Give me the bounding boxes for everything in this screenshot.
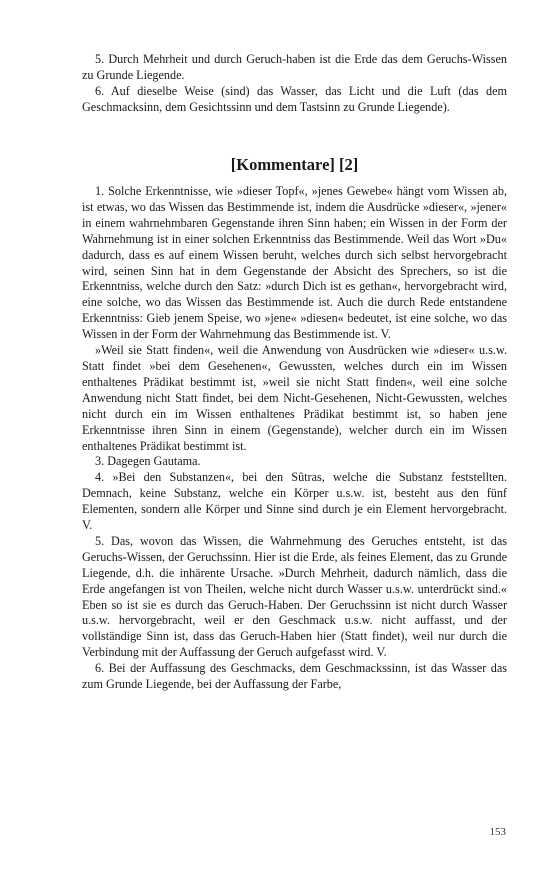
page-number: 153 xyxy=(489,826,506,838)
sutra-paragraph: 6. Auf dieselbe Weise (sind) das Wasser, das Licht und die Luft (das dem Geschmacksinn, dem Gesichtssinn und dem Tastsinn zu Grunde Liegende). xyxy=(82,83,507,114)
commentary-block xyxy=(82,184,507,693)
commentary-paragraph: »Weil sie Statt finden«, weil die Anwendung von Ausdrücken wie »dieser« u.s.w. Statt findet »bei dem Gesehenen«, Gewussten, welches durch ein im Wissen enthaltenes Prädikat bestimmt ist, »weil sie nicht Statt finden«, weil eine solche Anwendung nicht Statt findet, bei dem Nicht-Gesehenen, Nicht-Gewussten, welches nicht durch ein im Wissen enthaltenes Prädikat bestimmt ist, so haben jene Erkenntnisse ihren Sinn in einem (Gegenstande), welcher durch ein im Wissen enthaltenes Prädikat bestimmt ist. xyxy=(82,343,507,453)
section-heading: [Kommentare] [2] xyxy=(230,155,359,174)
commentary-paragraph: 6. Bei der Auffassung des Geschmacks, dem Geschmackssinn, ist das Wasser das zum Grunde Liegende, bei der Auffassung der Farbe, xyxy=(82,661,507,692)
commentary-paragraph: 1. Solche Erkenntnisse, wie »dieser Topf«, »jenes Gewebe« hängt vom Wissen ab, ist etwas, wo das Wissen das Bestimmende ist, indem die Ausdrücke »dieser«, »jener« in einem wahrnehmbaren Gegenstande ihren Sinn haben; ein Wissen in der Form der Wahrnehmung ist in einer solchen Erkenntniss das Bestimmende. Weil das Wort »Du« dadurch, dass es auf einem Wissen beruht, welches durch sich selbst hervorgebracht wird, seinen Sinn hat in dem Gegenstande der Absicht des Sprechers, so ist die Erkenntniss, welche durch den Satz: »durch Dich ist es gethan«, hervorgebracht wird, eine solche, wo das Wissen das Bestimmende ist. Auch die durch Rede entstandene Erkenntniss: Gieb jenem Speise, wo »jene« »diesen« bedeutet, ist eine solche, wo das Wissen in der Form der Wahrnehmung das Bestimmende ist. V. xyxy=(82,184,507,342)
sutra-paragraph: 5. Durch Mehrheit und durch Geruch-haben ist die Erde das dem Geruchs-Wissen zu Grunde Liegende. xyxy=(82,52,507,82)
sutra-block xyxy=(82,52,507,116)
commentary-paragraph: 5. Das, wovon das Wissen, die Wahrnehmung des Geruches entsteht, ist das Geruchs-Wissen, der Geruchssinn. Hier ist die Erde, als feines Element, das zu Grunde Liegende, d.h. die inhärente Ursache. »Durch Mehrheit, dadurch nämlich, dass die Erde angefangen ist von Theilen, welche nicht durch Wasser u.s.w. unterdrückt sind.« Eben so ist sie es durch das Geruch-Haben. Der Geruchssinn ist nicht durch Wasser u.s.w. hervorgebracht, weil er den Geschmack u.s.w. nicht auffasst, und der vollständige Sinn ist, dass das Geruch-Haben hier (Statt findet), weil nur durch die Verbindung mit der Auffassung der Geruch aufgefasst wird. V. xyxy=(82,533,507,660)
commentary-paragraph: 4. »Bei den Substanzen«, bei den Sûtras, welche die Substanz feststellten. Demnach, keine Substanz, welche ein Körper u.s.w. ist, besteht aus den fünf Elementen, sondern alle Körper und Sinne sind durch je ein Element hervorgebracht. V. xyxy=(82,470,507,533)
commentary-paragraph: 3. Dagegen Gautama. xyxy=(95,454,201,469)
